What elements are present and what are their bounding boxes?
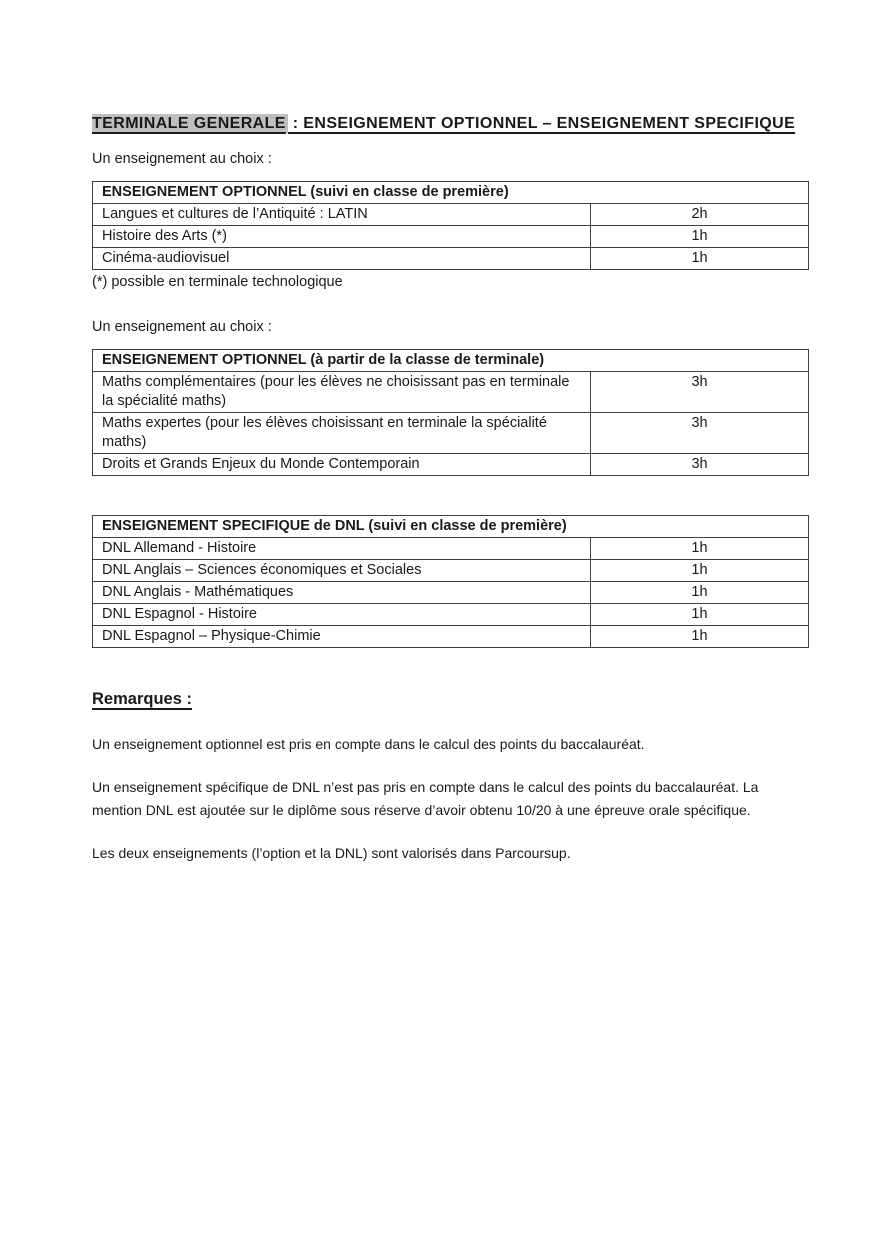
course-hours: 1h xyxy=(591,626,809,648)
table-header-cell: ENSEIGNEMENT SPECIFIQUE de DNL (suivi en classe de première) xyxy=(93,516,809,538)
table-row xyxy=(93,604,809,626)
table-row xyxy=(93,626,809,648)
table-enseignement-specifique-dnl xyxy=(92,515,809,648)
table-header-row xyxy=(93,350,809,372)
course-hours: 2h xyxy=(591,204,809,226)
course-hours: 1h xyxy=(591,248,809,270)
course-hours: 3h xyxy=(591,454,809,476)
course-label: DNL Espagnol – Physique-Chimie xyxy=(93,626,591,648)
remark-paragraph: Un enseignement spécifique de DNL n’est pas pris en compte dans le calcul des points du baccalauréat. La mention DNL est ajoutée sur le diplôme sous réserve d’avoir obtenu 10/20 à une épreuve orale spécifique. xyxy=(92,779,759,818)
title-highlight: TERMINALE GENERALE xyxy=(92,115,286,132)
course-hours: 1h xyxy=(591,226,809,248)
table-enseignement-optionnel-premiere xyxy=(92,181,809,270)
remark-paragraph: Les deux enseignements (l’option et la DNL) sont valorisés dans Parcoursup. xyxy=(92,845,571,861)
course-label: Langues et cultures de l’Antiquité : LATIN xyxy=(93,204,591,226)
remark-paragraph: Un enseignement optionnel est pris en compte dans le calcul des points du baccalauréat. xyxy=(92,736,645,752)
table-header-row xyxy=(93,516,809,538)
table-row xyxy=(93,582,809,604)
remarks-heading: Remarques : xyxy=(92,690,192,708)
intro-line-2: Un enseignement au choix : xyxy=(92,319,272,335)
course-label: Histoire des Arts (*) xyxy=(93,226,591,248)
table-row xyxy=(93,226,809,248)
course-label: DNL Anglais – Sciences économiques et Sociales xyxy=(93,560,591,582)
table-row xyxy=(93,413,809,454)
course-hours: 1h xyxy=(591,582,809,604)
course-hours: 3h xyxy=(591,413,809,454)
course-hours: 1h xyxy=(591,560,809,582)
course-hours: 3h xyxy=(591,372,809,413)
table-row xyxy=(93,248,809,270)
title-rest: : ENSEIGNEMENT OPTIONNEL – ENSEIGNEMENT SPECIFIQUE xyxy=(287,115,796,132)
table-row xyxy=(93,454,809,476)
table-header-row xyxy=(93,182,809,204)
table-row xyxy=(93,538,809,560)
course-label: Cinéma-audiovisuel xyxy=(93,248,591,270)
table-row xyxy=(93,204,809,226)
intro-line-1: Un enseignement au choix : xyxy=(92,151,272,167)
table-row xyxy=(93,372,809,413)
table-header-cell: ENSEIGNEMENT OPTIONNEL (suivi en classe de première) xyxy=(93,182,809,204)
course-label: Maths complémentaires (pour les élèves ne choisissant pas en terminale la spécialité maths) xyxy=(93,372,591,413)
course-label: DNL Allemand - Histoire xyxy=(93,538,591,560)
course-label: DNL Anglais - Mathématiques xyxy=(93,582,591,604)
course-label: Droits et Grands Enjeux du Monde Contemporain xyxy=(93,454,591,476)
table-header-cell: ENSEIGNEMENT OPTIONNEL (à partir de la classe de terminale) xyxy=(93,350,809,372)
table-row xyxy=(93,560,809,582)
course-label: DNL Espagnol - Histoire xyxy=(93,604,591,626)
table-footnote: (*) possible en terminale technologique xyxy=(92,274,343,290)
course-label: Maths expertes (pour les élèves choisissant en terminale la spécialité maths) xyxy=(93,413,591,454)
page-title xyxy=(92,112,810,135)
table-enseignement-optionnel-terminale xyxy=(92,349,809,476)
course-hours: 1h xyxy=(591,604,809,626)
course-hours: 1h xyxy=(591,538,809,560)
